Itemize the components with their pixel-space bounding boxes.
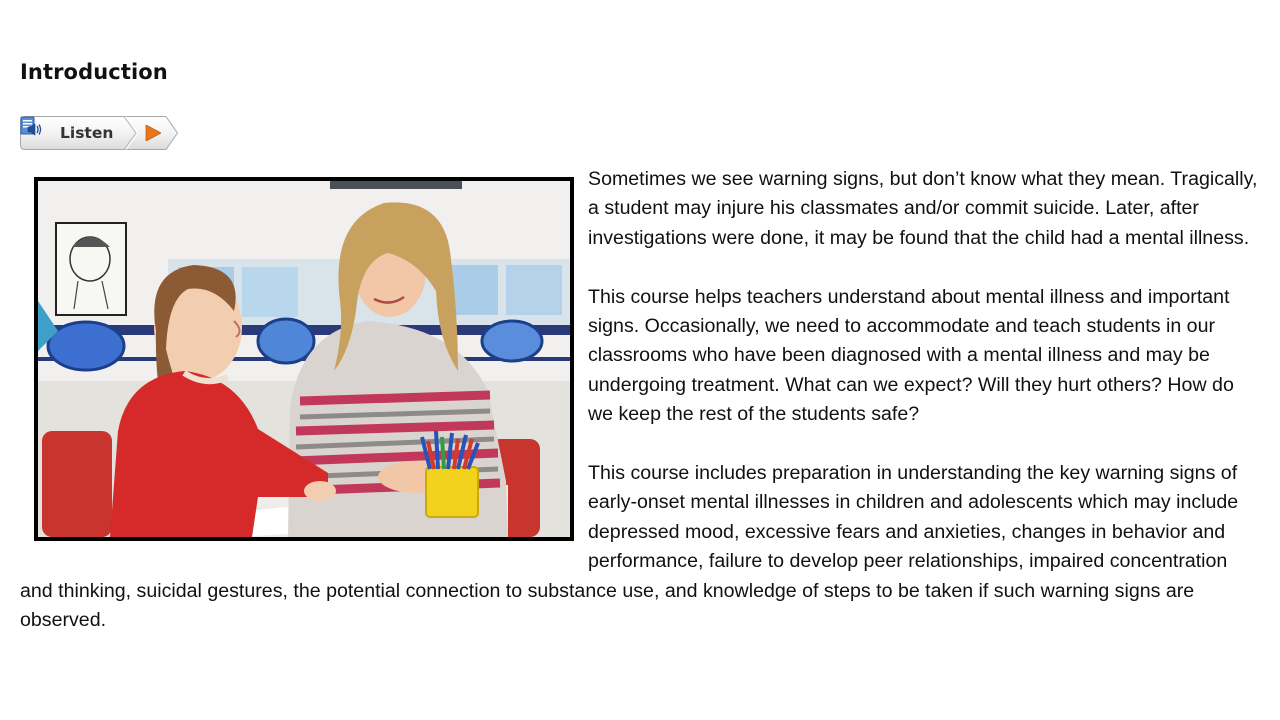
intro-paragraph-3: This course includes preparation in understanding the key warning signs of early-onset mental illnesses in children and adolescents which may include depressed mood, excessive fears and anxieties, changes in behavior and performance, failure to develop peer relationships, impaired concentration and thinking, suicidal gestures, the potential connection to substance use, and knowledge of steps to be taken if such warning signs are observed. xyxy=(20,462,1239,632)
listen-button[interactable] xyxy=(20,116,144,150)
intro-paragraph-2: This course helps teachers understand about mental illness and important signs. Occasionally, we need to accommodate and teach students in our classrooms who have been diagnosed with a mental illness and may be undergoing treatment. What can we expect? Will they hurt others? How do we keep the rest of the students safe? xyxy=(588,285,1234,426)
play-icon xyxy=(145,125,161,141)
intro-paragraph-1: Sometimes we see warning signs, but don’t know what they mean. Tragically, a student may injure his classmates and/or commit suicide. Later, after investigations were done, it may be found that the child had a mental illness. xyxy=(588,168,1258,249)
photo-float-spacer xyxy=(20,165,588,549)
speaker-document-icon xyxy=(20,116,42,137)
intro-text xyxy=(20,165,1260,665)
page-title: Introduction xyxy=(20,60,168,84)
listen-label: Listen xyxy=(60,124,114,142)
